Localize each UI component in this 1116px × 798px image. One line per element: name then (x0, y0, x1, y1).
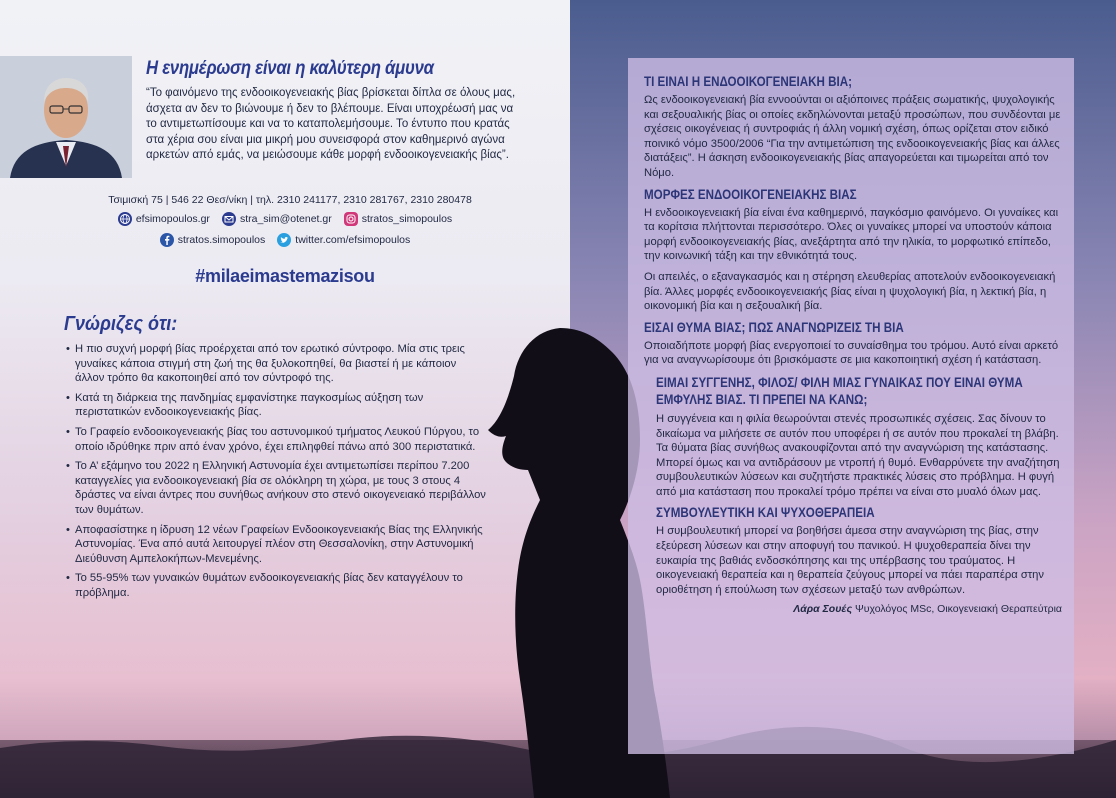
section-paragraph: Η συμβουλευτική μπορεί να βοηθήσει άμεσα στην αναγνώριση της βίας, στην εξεύρεση λύσεων και στην αποφυγή του πανικού. Η ψυχοθεραπεία δίνει την ευκαιρία της βαθιάς ενδοσκόπησης και της υπέρβασης του τραύματος. Η οικογενειακή θεραπεία και η θεραπεία ζεύγους μπορεί να πάει παραπέρα στην οριοθέτηση ή επούλωση των σχέσεων μεταξύ των ανθρώπων. (656, 525, 1044, 596)
section-paragraph: Οποιαδήποτε μορφή βίας ενεργοποιεί το συναίσθημα του τρόμου. Αυτό είναι αρκετό για να αναγνωρίσουμε ότι βρισκόμαστε σε μια κακοποιητική σχέση ή κατάσταση. (644, 339, 1059, 367)
mail-icon (222, 212, 236, 226)
facts-list (66, 342, 486, 606)
section-paragraph: Η ενδοοικογενειακή βία είναι ένα καθημερινό, παγκόσμιο φαινόμενο. Οι γυναίκες και τα κορίτσια πλήττονται περισσότερο. Όλες οι γυναίκες μπορεί να υποστούν κάποια μορφή ενδοοικογενειακής βίας, ανεξάρτητα από την ηλικία, το μορφωτικό επίπεδο, την κοινωνική τάξη και την εθνικότητά τους. (644, 206, 1059, 263)
fact-item: • Το Γραφείο ενδοοικογενειακής βίας του αστυνομικού τμήματος Λευκού Πύργου, το οποίο ιδρύθηκε πριν από έναν χρόνο, έχει επιληφθεί πάνω από 300 περιστατικά. (66, 425, 486, 454)
signature-name: Λάρα Σουές (793, 603, 853, 616)
section-what-is (644, 74, 1062, 181)
twitter-text: twitter.com/efsimopoulos (295, 234, 411, 246)
website-text: efsimopoulos.gr (135, 213, 210, 225)
contact-info: Τσιμισκή 75 | 546 22 Θεσ/νίκη | τηλ. 2310 241177, 2310 281767, 2310 280478 (108, 194, 472, 206)
email-link[interactable] (222, 212, 332, 226)
section-title: ΜΟΡΦΕΣ ΕΝΔΟΟΙΚΟΓΕΝΕΙΑΚΗΣ ΒΙΑΣ (644, 186, 857, 202)
globe-icon (118, 212, 132, 226)
info-panel (628, 58, 1074, 754)
signature-role: Ψυχολόγος MSc, Οικογενειακή Θεραπεύτρια (854, 603, 1062, 616)
email-text: stra_sim@otenet.gr (239, 213, 332, 225)
twitter-link[interactable] (277, 233, 410, 247)
instagram-link[interactable] (344, 212, 452, 226)
intro-quote: “Το φαινόμενο της ενδοοικογενειακής βίας βρίσκεται δίπλα σε όλους μας, άσχετα αν δεν το βιώνουμε ή δεν το βλέπουμε. Είναι υποχρέωσή μας να το αντιμετωπίσουμε και να το καταπολεμήσουμε. Το έντυπο που κρατάς στα χέρια σου είναι μια μικρή μου συνεισφορά στον καθημερινό αγώνα αρκετών από εμάς, να μειώσουμε κάθε μορφή ενδοοικογενειακής βίας”. (146, 87, 516, 162)
hashtag: #milaeimastemazisou (195, 266, 375, 286)
fact-item: • Η πιο συχνή μορφή βίας προέρχεται από τον ερωτικό σύντροφο. Μία στις τρεις γυναίκες κάποια στιγμή στη ζωή της θα ξυλοκοπηθεί, θα βιαστεί ή με κάποιον άλλον τρόπο θα κακοποιηθεί από τον σύντροφό της. (66, 342, 486, 386)
section-title: ΤΙ ΕΙΝΑΙ Η ΕΝΔΟΟΙΚΟΓΕΝΕΙΑΚΗ ΒΙΑ; (644, 74, 852, 89)
instagram-icon (344, 212, 358, 226)
section-relative (644, 374, 1062, 500)
twitter-icon (277, 233, 291, 247)
section-paragraph: Η συγγένεια και η φιλία θεωρούνται στενές προσωπικές σχέσεις. Σας δίνουν το δικαίωμα να μιλήσετε σε αυτόν που υποφέρει ή σε αυτόν που προκαλεί τη βλάβη. Τα θύματα βίας συνήθως ανακουφίζονται από την αναγνώριση της κατάστασης. Μπορεί όμως και να αντιδράσουν με ντροπή ή θυμό. Ενθαρρύνετε την αναζήτηση συμβουλευτικών λύσεων και συζητήστε πρακτικές λύσεις στο πρόβλημα. Η φυγή από μια κατάσταση που προκαλεί τρόμο πρέπει να είναι στο μυαλό όλων μας. (656, 412, 1060, 498)
section-paragraph: Οι απειλές, ο εξαναγκασμός και η στέρηση ελευθερίας αποτελούν ενδοοικογενειακή βία. Άλλες μορφές ενδοοικογενειακής βίας είναι η ψυχολογική βία, η λεκτική βία, η οικονομική βία και η σεξουαλική βία. (644, 270, 1056, 313)
signature (656, 603, 1062, 615)
facebook-icon (160, 233, 174, 247)
section-forms (644, 187, 1062, 314)
section-counseling (644, 505, 1062, 615)
did-you-know-title: Γνώριζες ότι: (64, 313, 178, 335)
fact-item: • Κατά τη διάρκεια της πανδημίας εμφανίστηκε παγκοσμίως αύξηση των περιστατικών ενδοοικογενειακής βίας. (66, 391, 486, 420)
fact-item: • Το 55-95% των γυναικών θυμάτων ενδοοικογενειακής βίας δεν καταγγέλουν το πρόβλημα. (66, 571, 486, 600)
social-row-2 (0, 233, 570, 247)
instagram-text: stratos_simopoulos (361, 213, 453, 225)
header-title: Η ενημέρωση είναι η καλύτερη άμυνα (146, 58, 434, 79)
section-paragraph: Ως ενδοοικογενειακή βία εννοούνται οι αξιόποινες πράξεις σωματικής, ψυχολογικής και σεξουαλικής βίας οι οποίες εκδηλώνονται μεταξύ προσώπων, που συνδέονται με σχέσεις οικογένειας ή συντροφιάς ή άλλη νομική σχέση, όπως ορίζεται στον ειδικό ποινικό νόμο 3500/2006 “Για την αντιμετώπιση της ενδοοικογενειακής βίας και άλλες διατάξεις”. Η άσκηση ενδοοικογενειακής βίας απαγορεύεται και τιμωρείται από τον Νόμο. (644, 94, 1061, 179)
section-recognize (644, 320, 1062, 368)
portrait-photo (0, 56, 132, 178)
section-title: ΕΙΜΑΙ ΣΥΓΓΕΝΗΣ, ΦΙΛΟΣ/ ΦΙΛΗ ΜΙΑΣ ΓΥΝΑΙΚΑΣ ΠΟΥ ΕΙΝΑΙ ΘΥΜΑ ΕΜΦΥΛΗΣ ΒΙΑΣ. ΤΙ ΠΡΕΠΕΙ ΝΑ ΚΑΝΩ; (656, 374, 1023, 407)
fact-item: • Το Α’ εξάμηνο του 2022 η Ελληνική Αστυνομία έχει αντιμετωπίσει περίπου 7.200 καταγγελίες για ενδοοικογενειακή βία σε ολόκληρη τη χώρα, με τους 3 στους 4 δράστες να είναι άντρες που συνήθως ανήκουν στο στενό οικογενειακό περιβάλλον των θυμάτων. (66, 459, 486, 517)
section-title: ΣΥΜΒΟΥΛΕΥΤΙΚΗ ΚΑΙ ΨΥΧΟΘΕΡΑΠΕΙΑ (656, 505, 875, 521)
fact-item: • Αποφασίστηκε η ίδρυση 12 νέων Γραφείων Ενδοοικογενειακής Βίας της Ελληνικής Αστυνομίας. Ένα από αυτά λειτουργεί πλέον στη Θεσσαλονίκη, στην Αστυνομική Διεύθυνση Αμπελοκήπων-Μενεμένης. (66, 523, 486, 567)
facebook-text: stratos.simopoulos (177, 234, 266, 246)
section-title: ΕΙΣΑΙ ΘΥΜΑ ΒΙΑΣ; ΠΩΣ ΑΝΑΓΝΩΡΙΖΕΙΣ ΤΗ ΒΙΑ (644, 319, 904, 335)
facebook-link[interactable] (160, 233, 266, 247)
social-row-1 (0, 212, 570, 226)
website-link[interactable] (118, 212, 210, 226)
